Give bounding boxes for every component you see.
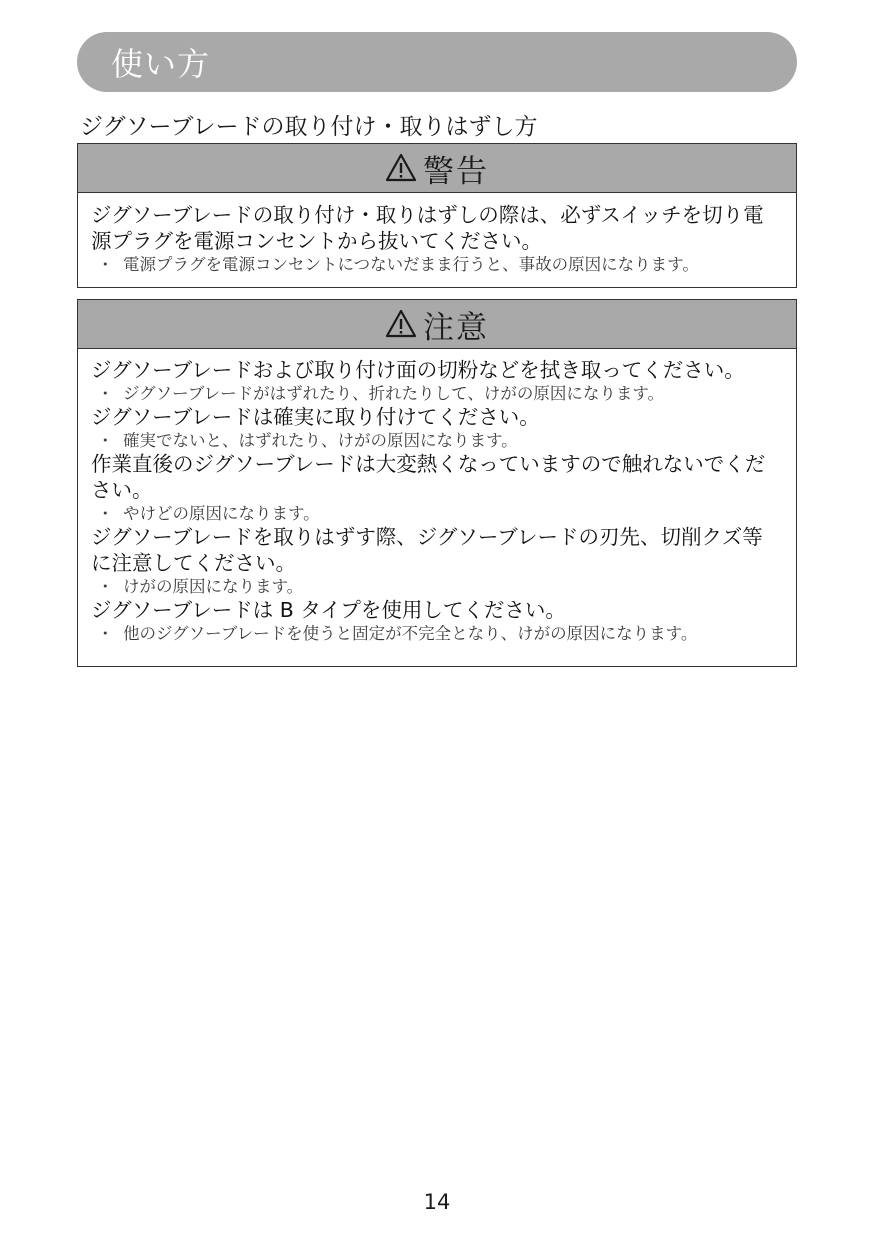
caution-sub-text: やけどの原因になります。 — [123, 504, 320, 523]
caution-sub-line — [91, 430, 786, 451]
caution-sub-text: ジグソーブレードがはずれたり、折れたりして、けがの原因になります。 — [123, 384, 665, 403]
caution-sub-text: 他のジグソーブレードを使うと固定が不完全となり、けがの原因になります。 — [123, 624, 698, 643]
warning-header — [78, 144, 796, 193]
warning-body — [78, 193, 796, 275]
caution-main-line: ジグソーブレードは確実に取り付けてください。 — [91, 405, 540, 429]
caution-main-line: ジグソーブレードは B タイプを使用してください。 — [91, 598, 566, 622]
caution-main-line: さい。 — [91, 478, 153, 502]
bullet: ・ — [97, 624, 114, 643]
warning-main-line: 源プラグを電源コンセントから抜いてください。 — [91, 229, 542, 253]
warning-triangle-icon — [385, 309, 417, 339]
caution-header — [78, 300, 796, 349]
warning-sub-line — [91, 254, 786, 275]
caution-box — [77, 299, 797, 667]
warning-triangle-icon — [385, 153, 417, 183]
warning-box — [77, 143, 797, 288]
page-number: 14 — [423, 1190, 451, 1214]
caution-sub-line — [91, 576, 786, 597]
caution-main-line: ジグソーブレードを取りはずす際、ジグソーブレードの刃先、切削クズ等 — [91, 525, 763, 549]
caution-title: 注意 — [423, 309, 489, 346]
chapter-title: 使い方 — [111, 45, 211, 83]
caution-sub-line — [91, 383, 786, 404]
warning-main-line: ジグソーブレードの取り付け・取りはずしの際は、必ずスイッチを切り電 — [91, 203, 764, 227]
chapter-header — [77, 32, 797, 92]
warning-sub-text: 電源プラグを電源コンセントにつないだまま行うと、事故の原因になります。 — [123, 255, 699, 274]
caution-sub-line — [91, 623, 786, 644]
bullet: ・ — [97, 504, 114, 523]
bullet: ・ — [97, 255, 114, 274]
caution-main-line: 作業直後のジグソーブレードは大変熱くなっていますので触れないでくだ — [91, 452, 766, 476]
caution-main-line: に注意してください。 — [91, 551, 296, 575]
caution-sub-text: けがの原因になります。 — [123, 577, 304, 596]
bullet: ・ — [97, 431, 114, 450]
section-title: ジグソーブレードの取り付け・取りはずし方 — [80, 114, 538, 140]
caution-sub-line — [91, 503, 786, 524]
warning-title: 警告 — [423, 153, 489, 190]
caution-sub-text: 確実でないと、はずれたり、けがの原因になります。 — [123, 431, 518, 450]
bullet: ・ — [97, 384, 114, 403]
caution-main-line: ジグソーブレードおよび取り付け面の切粉などを拭き取ってください。 — [91, 358, 745, 382]
bullet: ・ — [97, 577, 114, 596]
caution-body — [78, 349, 796, 644]
